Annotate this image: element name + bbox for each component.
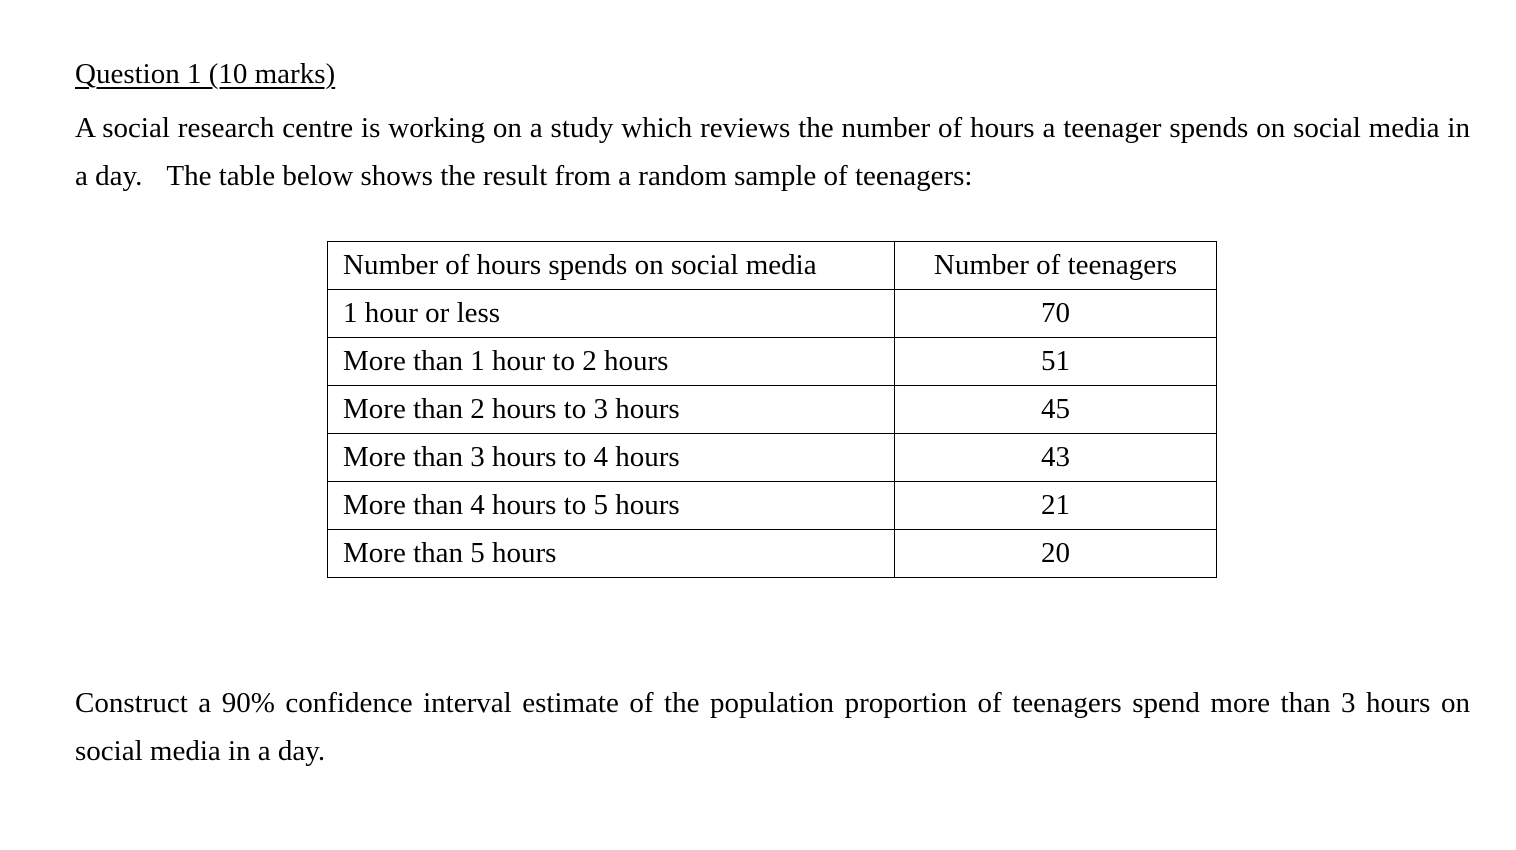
question-heading: Question 1 (10 marks) xyxy=(75,58,336,90)
row-label: 1 hour or less xyxy=(328,290,895,338)
table-row xyxy=(328,290,1217,338)
row-count: 43 xyxy=(895,434,1217,482)
row-label: More than 3 hours to 4 hours xyxy=(328,434,895,482)
table-header-row xyxy=(328,242,1217,290)
intro-sentence-1: A social research centre is working on a study which reviews the number of hours a teenager spends on social media in a day. xyxy=(75,112,1470,192)
intro-paragraph xyxy=(75,104,1470,200)
row-label: More than 5 hours xyxy=(328,530,895,578)
row-label: More than 4 hours to 5 hours xyxy=(328,482,895,530)
table-row xyxy=(328,530,1217,578)
table-row xyxy=(328,434,1217,482)
table-row xyxy=(328,338,1217,386)
intro-sentence-2: The table below shows the result from a random sample of teenagers: xyxy=(166,160,973,192)
cropped-red-text-fragment xyxy=(0,0,1516,6)
row-count: 70 xyxy=(895,290,1217,338)
row-count: 20 xyxy=(895,530,1217,578)
table-row xyxy=(328,482,1217,530)
row-count: 51 xyxy=(895,338,1217,386)
header-teenagers: Number of teenagers xyxy=(895,242,1217,290)
header-hours: Number of hours spends on social media xyxy=(328,242,895,290)
row-label: More than 1 hour to 2 hours xyxy=(328,338,895,386)
row-count: 21 xyxy=(895,482,1217,530)
hours-table xyxy=(327,241,1217,578)
row-label: More than 2 hours to 3 hours xyxy=(328,386,895,434)
question-text: Construct a 90% confidence interval estimate of the population proportion of teenagers spend more than 3 hours on social media in a day. xyxy=(75,687,1470,767)
table-row xyxy=(328,386,1217,434)
row-count: 45 xyxy=(895,386,1217,434)
